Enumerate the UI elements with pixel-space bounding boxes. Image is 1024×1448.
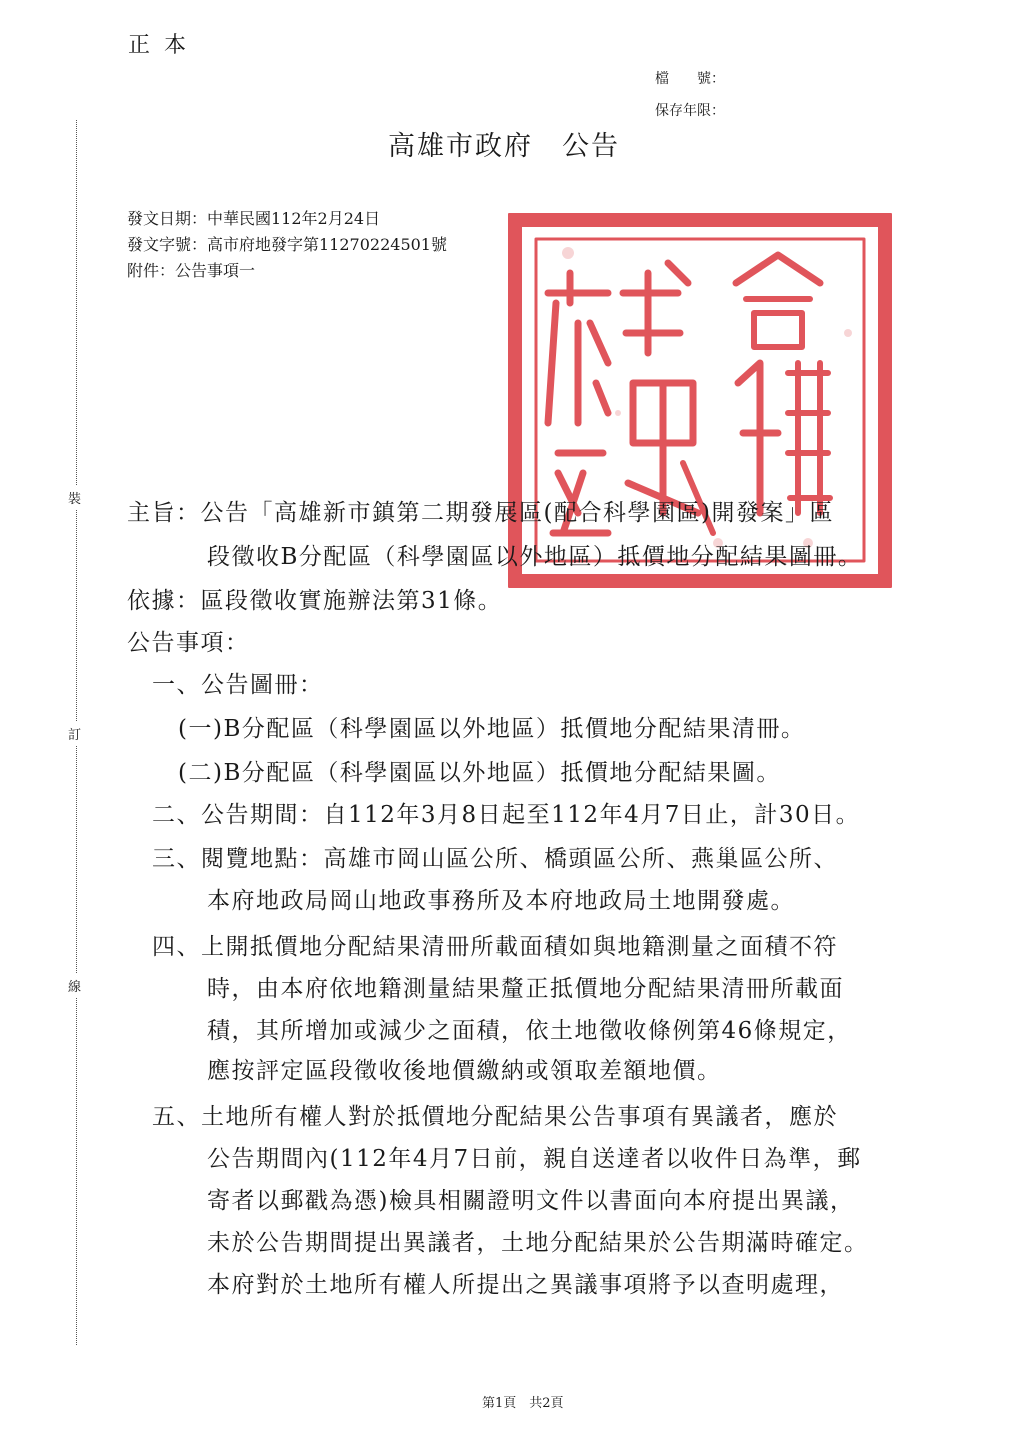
- item-4-line-2: 時，由本府依地籍測量結果釐正抵價地分配結果清冊所載面: [207, 976, 844, 1002]
- item-5-line-1: 五、土地所有權人對於抵價地分配結果公告事項有異議者，應於: [152, 1104, 838, 1130]
- issue-date: 發文日期：中華民國112年2月24日: [127, 209, 381, 228]
- item-1-sub-2: (二)B分配區（科學園區以外地區）抵價地分配結果圖。: [178, 760, 781, 786]
- binding-mark-bottom: 線: [68, 974, 81, 997]
- item-4-line-4: 應按評定區段徵收後地價繳納或領取差額地價。: [207, 1058, 722, 1084]
- document-title: 高雄市政府 公告: [388, 131, 620, 162]
- item-5-line-5: 本府對於土地所有權人所提出之異議事項將予以查明處理，: [207, 1272, 844, 1298]
- retention-period-label: 保存年限：: [655, 103, 725, 119]
- item-4-line-1: 四、上開抵價地分配結果清冊所載面積如與地籍測量之面積不符: [152, 934, 838, 960]
- page-number: 第1頁 共2頁: [482, 1396, 564, 1411]
- item-4-line-3: 積，其所增加或減少之面積，依土地徵收條例第46條規定，: [207, 1018, 852, 1044]
- item-5-line-3: 寄者以郵戳為憑)檢具相關證明文件以書面向本府提出異議，: [207, 1188, 855, 1214]
- subject-line-2: 段徵收B分配區（科學園區以外地區）抵價地分配結果圖冊。: [207, 544, 863, 570]
- notice-heading: 公告事項：: [127, 630, 250, 656]
- file-number-label: 檔 號：: [655, 71, 725, 87]
- item-5-line-4: 未於公告期間提出異議者，土地分配結果於公告期滿時確定。: [207, 1230, 869, 1256]
- original-copy-label: 正本: [128, 33, 201, 58]
- official-seal-icon: [508, 213, 892, 588]
- attachment-line: 附件：公告事項一: [127, 261, 256, 280]
- item-5-line-2: 公告期間內(112年4月7日前，親自送達者以收件日為準，郵: [207, 1146, 862, 1172]
- basis-line: 依據：區段徵收實施辦法第31條。: [127, 588, 503, 614]
- reference-number: 發文字號：高市府地發字第11270224501號: [127, 235, 447, 254]
- item-1: 一、公告圖冊：: [152, 672, 324, 698]
- binding-mark-middle: 訂: [68, 722, 81, 745]
- item-2: 二、公告期間：自112年3月8日起至112年4月7日止，計30日。: [152, 802, 861, 828]
- item-1-sub-1: (一)B分配區（科學園區以外地區）抵價地分配結果清冊。: [178, 716, 806, 742]
- item-3-line-2: 本府地政局岡山地政事務所及本府地政局土地開發處。: [207, 888, 795, 914]
- binding-mark-top: 裝: [68, 486, 81, 509]
- item-3-line-1: 三、閱覽地點：高雄市岡山區公所、橋頭區公所、燕巢區公所、: [152, 846, 838, 872]
- subject-line-1: 主旨：公告「高雄新市鎮第二期發展區(配合科學園區)開發案」區: [127, 500, 834, 526]
